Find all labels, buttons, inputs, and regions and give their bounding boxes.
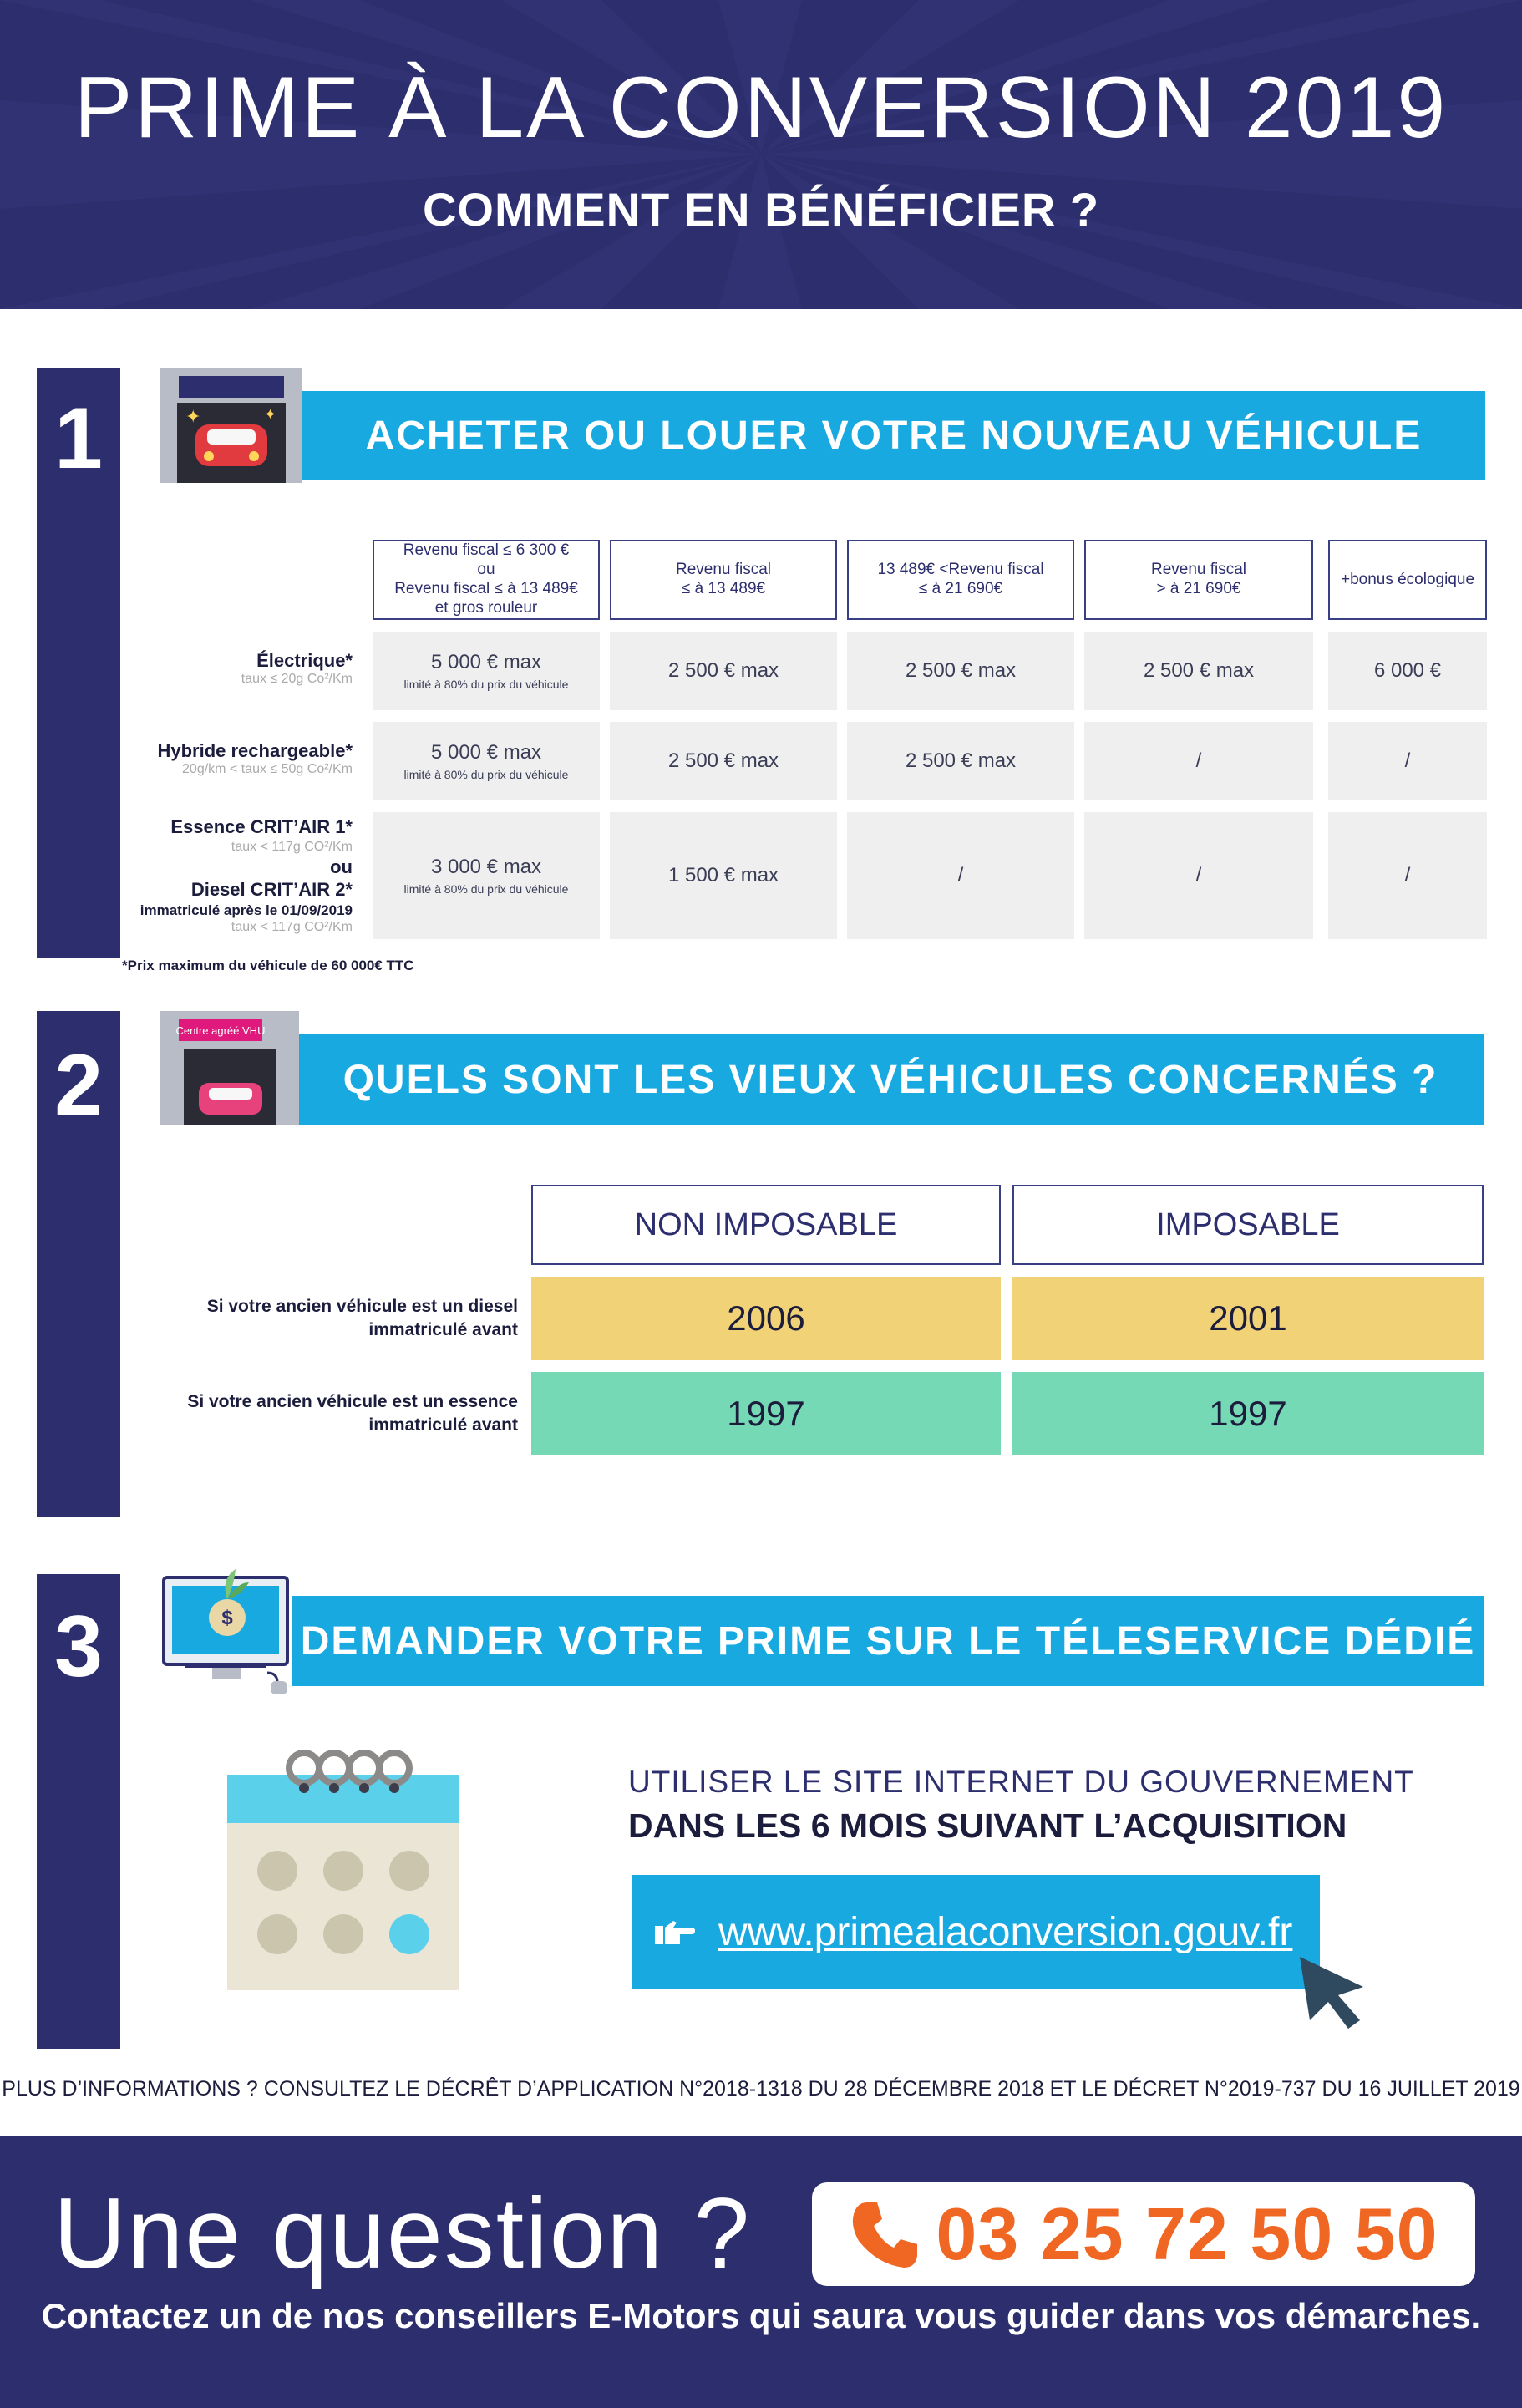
row-label-main: Essence CRIT’AIR 1* — [170, 816, 353, 837]
cell-value: 2 500 € max — [667, 749, 779, 772]
table-cell — [1084, 812, 1313, 939]
cell-value: / — [1404, 864, 1411, 886]
row-label-line-2: immatriculé après le 01/09/2019 — [140, 902, 353, 918]
col-header-3-text: 13 489€ <Revenu fiscal ≤ à 21 690€ — [877, 561, 1044, 597]
col-header-2 — [610, 540, 837, 620]
year-cell: 2006 — [531, 1277, 1001, 1360]
table-cell — [1084, 722, 1313, 800]
page-title: PRIME À LA CONVERSION 2019 — [74, 59, 1448, 156]
cell-value: / — [1195, 749, 1202, 772]
table-cell — [610, 632, 837, 710]
scrapyard-sign-text: Centre agréé VHU — [175, 1024, 266, 1037]
table-cell — [1328, 722, 1487, 800]
step-3-number: 3 — [54, 1598, 103, 1695]
more-info-note: PLUS D’INFORMATIONS ? CONSULTEZ LE DÉCRÊT D’APPLICATION N°2018-1318 DU 28 DÉCEMBRE 2018 ET LE DÉCRET N°2019-737 DU 16 JUILLET 2019 — [2, 2077, 1520, 2101]
table-cell — [373, 632, 600, 710]
table-cell — [610, 722, 837, 800]
table-cell — [1328, 812, 1487, 939]
cursor-arrow-icon — [1296, 1953, 1370, 2030]
year-cell: 1997 — [531, 1372, 1001, 1455]
col-header-1-text: Revenu fiscal ≤ 6 300 € ou Revenu fiscal ≤ à 13 489€ et gros rouleur — [394, 541, 578, 617]
cell-value: 2 500 € max — [667, 659, 779, 682]
cell-value: / — [957, 864, 964, 886]
table-cell — [847, 812, 1074, 939]
cell-value: 2 500 € max — [905, 749, 1017, 772]
footer-question: Une question ? — [53, 2177, 752, 2289]
table-cell — [373, 812, 600, 939]
row-label-diesel-text: Si votre ancien véhicule est un diesel immatriculé avant — [206, 1297, 518, 1340]
row-label-main-2: Diesel CRIT’AIR 2* — [190, 879, 353, 900]
svg-text:$: $ — [221, 1607, 233, 1629]
row-label-sub: taux ≤ 20g Co²/Km — [241, 672, 353, 686]
cell-value: / — [1195, 864, 1202, 886]
step-2-number: 2 — [54, 1037, 103, 1134]
col-header-2-text: Revenu fiscal ≤ à 13 489€ — [675, 561, 772, 597]
cell-value: / — [1404, 749, 1411, 772]
pointing-hand-icon — [655, 1918, 695, 1946]
table-cell — [1328, 632, 1487, 710]
step-2-title: QUELS SONT LES VIEUX VÉHICULES CONCERNÉS ? — [297, 1034, 1484, 1125]
govt-site-line: UTILISER LE SITE INTERNET DU GOUVERNEMENT — [628, 1765, 1414, 1799]
phone-number[interactable]: 03 25 72 50 50 — [936, 2192, 1438, 2275]
col-header-3 — [847, 540, 1074, 620]
table-cell — [1084, 632, 1313, 710]
cell-note: limité à 80% du prix du véhicule — [403, 678, 569, 691]
col-header-5-text: +bonus écologique — [1340, 570, 1475, 588]
cell-note: limité à 80% du prix du véhicule — [403, 882, 569, 896]
cell-value: 1 500 € max — [667, 864, 779, 886]
col-header-1 — [373, 540, 600, 620]
row-label-sub-2: taux < 117g CO²/Km — [231, 919, 353, 934]
url-button[interactable] — [632, 1875, 1320, 1989]
cell-value: 2 500 € max — [905, 659, 1017, 682]
cell-value: 6 000 € — [1373, 659, 1442, 682]
page-subtitle: COMMENT EN BÉNÉFICIER ? — [422, 183, 1100, 236]
row-label-or: ou — [330, 856, 353, 877]
cell-note: limité à 80% du prix du véhicule — [403, 768, 569, 781]
svg-text:✦: ✦ — [264, 406, 277, 424]
cell-value: 5 000 € max — [430, 651, 542, 673]
svg-text:✦: ✦ — [185, 407, 201, 428]
row-label-electrique — [125, 650, 353, 687]
garage-car-icon — [160, 368, 302, 483]
step-1-number: 1 — [54, 390, 103, 487]
footer-contact-text: Contactez un de nos conseillers E-Motors qui saura vous guider dans vos démarches. — [41, 2296, 1481, 2335]
gov-site-link[interactable]: www.primealaconversion.gouv.fr — [718, 1909, 1293, 1954]
phone-box[interactable] — [812, 2182, 1475, 2286]
step-1-title: ACHETER OU LOUER VOTRE NOUVEAU VÉHICULE — [302, 391, 1485, 480]
row-label-hybride — [125, 740, 353, 777]
year-cell: 1997 — [1012, 1372, 1484, 1455]
col-header-5 — [1328, 540, 1487, 620]
table-cell — [373, 722, 600, 800]
cell-value: 2 500 € max — [1143, 659, 1255, 682]
step-3-title: DEMANDER VOTRE PRIME SUR LE TÉLESERVICE DÉDIÉ — [292, 1596, 1484, 1686]
computer-money-icon — [160, 1562, 297, 1696]
table-cell — [847, 722, 1074, 800]
footnote: *Prix maximum du véhicule de 60 000€ TTC — [122, 958, 414, 973]
scrapyard-icon — [160, 1011, 299, 1125]
cell-value: 5 000 € max — [430, 741, 542, 764]
header — [0, 0, 1522, 309]
calendar-icon — [227, 1750, 459, 1990]
row-label-diesel — [150, 1295, 518, 1343]
col-header-4-text: Revenu fiscal > à 21 690€ — [1150, 561, 1247, 597]
table-cell — [847, 632, 1074, 710]
col-header-4 — [1084, 540, 1313, 620]
row-label-essence — [150, 1390, 518, 1438]
row-label-main: Hybride rechargeable* — [157, 740, 353, 761]
col-header-non-imposable: NON IMPOSABLE — [531, 1185, 1001, 1265]
year-cell: 2001 — [1012, 1277, 1484, 1360]
row-label-essence-text: Si votre ancien véhicule est un essence immatriculé avant — [187, 1392, 518, 1435]
row-label-sub: 20g/km < taux ≤ 50g Co²/Km — [182, 762, 353, 776]
phone-icon — [849, 2197, 922, 2271]
cell-value: 3 000 € max — [430, 856, 542, 878]
row-label-essence-diesel — [125, 815, 353, 936]
row-label-sub: taux < 117g CO²/Km — [231, 839, 353, 854]
table-cell — [610, 812, 837, 939]
deadline-line: DANS LES 6 MOIS SUIVANT L’ACQUISITION — [628, 1806, 1347, 1845]
row-label-main: Électrique* — [256, 650, 353, 671]
col-header-imposable: IMPOSABLE — [1012, 1185, 1484, 1265]
